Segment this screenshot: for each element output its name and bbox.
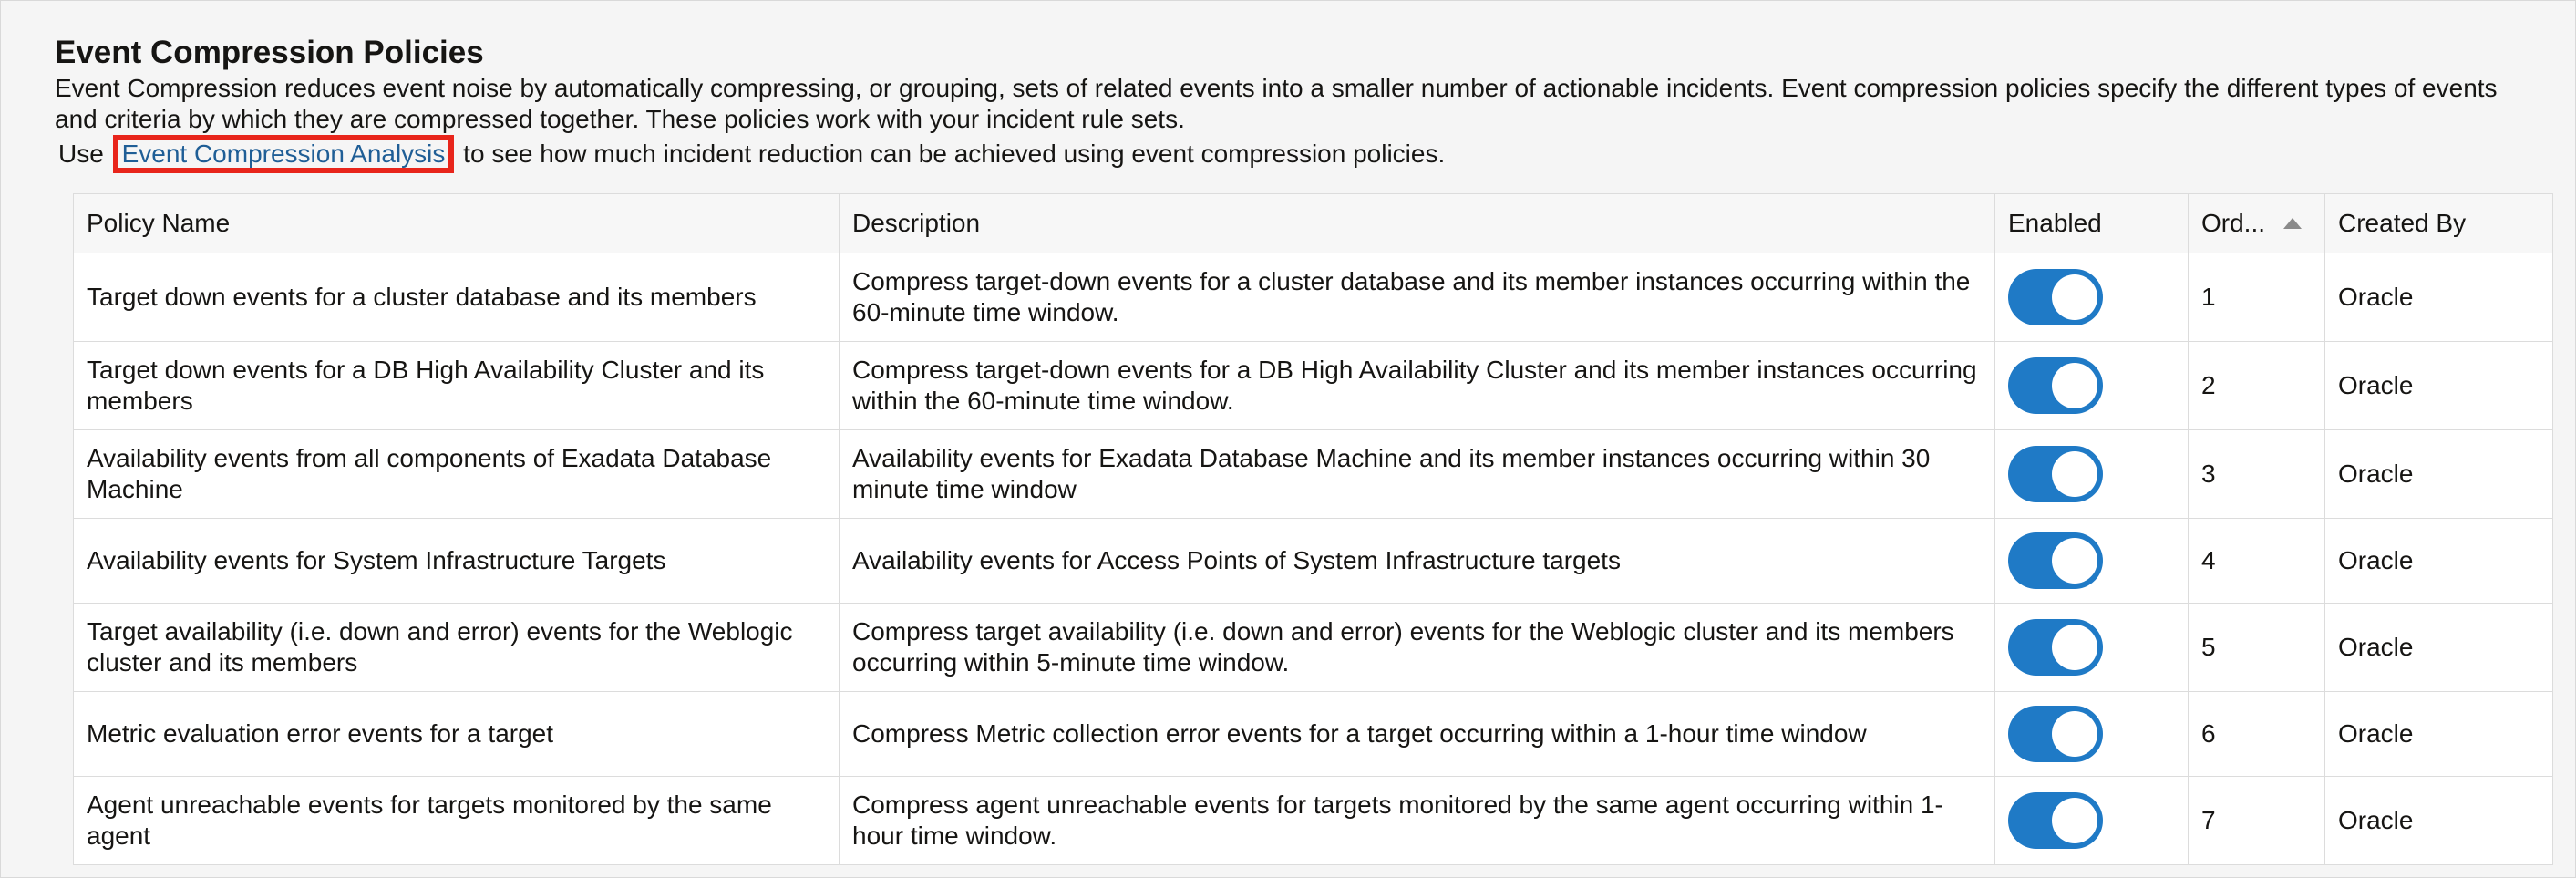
policy-description-cell: Compress Metric collection error events for a target occurring within a 1-hour time window <box>840 692 1995 777</box>
table-row[interactable] <box>74 777 2553 865</box>
event-compression-analysis-link[interactable]: Event Compression Analysis <box>121 139 446 168</box>
enabled-toggle[interactable] <box>2008 619 2103 676</box>
page-description: Event Compression reduces event noise by automatically compressing, or grouping, sets of related events into a smaller number of actionable incidents. Event compression policies specify the different types of events and criteria by which they are compressed together. These policies work with your incident rule sets. <box>55 74 2498 133</box>
order-cell: 7 <box>2189 777 2325 865</box>
enabled-cell <box>1995 692 2189 777</box>
enabled-toggle[interactable] <box>2008 357 2103 414</box>
table-row[interactable] <box>74 519 2553 604</box>
policy-name-cell: Availability events from all components of Exadata Database Machine <box>74 430 840 519</box>
table-row[interactable] <box>74 430 2553 519</box>
enabled-toggle[interactable] <box>2008 269 2103 325</box>
policies-table-container <box>73 193 2552 865</box>
order-cell: 4 <box>2189 519 2325 604</box>
policy-name-cell: Agent unreachable events for targets monitored by the same agent <box>74 777 840 865</box>
analysis-sentence <box>55 135 2534 173</box>
sort-ascending-icon[interactable] <box>2283 218 2302 229</box>
toggle-knob <box>2052 363 2097 408</box>
created-by-cell: Oracle <box>2325 692 2553 777</box>
policy-description-cell: Compress target availability (i.e. down and error) events for the Weblogic cluster and its members occurring within 5-minute time window. <box>840 604 1995 692</box>
toggle-knob <box>2052 711 2097 757</box>
enabled-cell <box>1995 604 2189 692</box>
order-cell: 5 <box>2189 604 2325 692</box>
table-row[interactable] <box>74 692 2553 777</box>
order-cell: 3 <box>2189 430 2325 519</box>
table-row[interactable] <box>74 253 2553 342</box>
enabled-cell <box>1995 430 2189 519</box>
column-header-description[interactable]: Description <box>840 194 1995 253</box>
analysis-link-highlight <box>113 135 455 173</box>
toggle-knob <box>2052 538 2097 584</box>
enabled-cell <box>1995 253 2189 342</box>
order-cell: 2 <box>2189 342 2325 430</box>
policy-description-cell: Availability events for Access Points of System Infrastructure targets <box>840 519 1995 604</box>
toggle-knob <box>2052 274 2097 320</box>
policy-description-cell: Compress target-down events for a cluster database and its member instances occurring within the 60-minute time window. <box>840 253 1995 342</box>
created-by-cell: Oracle <box>2325 777 2553 865</box>
policy-name-cell: Metric evaluation error events for a target <box>74 692 840 777</box>
policies-table <box>73 193 2553 865</box>
toggle-knob <box>2052 625 2097 670</box>
policy-description-cell: Compress agent unreachable events for targets monitored by the same agent occurring within 1-hour time window. <box>840 777 1995 865</box>
table-header-row <box>74 194 2553 253</box>
table-row[interactable] <box>74 604 2553 692</box>
enabled-toggle[interactable] <box>2008 792 2103 849</box>
policy-name-cell: Target down events for a DB High Availability Cluster and its members <box>74 342 840 430</box>
use-prefix: Use <box>58 139 111 168</box>
column-header-enabled[interactable]: Enabled <box>1995 194 2189 253</box>
policy-name-cell: Target down events for a cluster database and its members <box>74 253 840 342</box>
enabled-cell <box>1995 777 2189 865</box>
enabled-toggle[interactable] <box>2008 446 2103 502</box>
toggle-knob <box>2052 798 2097 843</box>
page-title: Event Compression Policies <box>55 35 484 70</box>
column-header-order[interactable] <box>2189 194 2325 253</box>
use-suffix: to see how much incident reduction can be achieved using event compression policies. <box>456 139 1446 168</box>
policy-description-cell: Compress target-down events for a DB High Availability Cluster and its member instances occurring within the 60-minute time window. <box>840 342 1995 430</box>
column-header-created-by[interactable]: Created By <box>2325 194 2553 253</box>
order-cell: 6 <box>2189 692 2325 777</box>
created-by-cell: Oracle <box>2325 253 2553 342</box>
order-cell: 1 <box>2189 253 2325 342</box>
created-by-cell: Oracle <box>2325 604 2553 692</box>
policy-description-cell: Availability events for Exadata Database Machine and its member instances occurring within 30 minute time window <box>840 430 1995 519</box>
enabled-toggle[interactable] <box>2008 706 2103 762</box>
enabled-toggle[interactable] <box>2008 532 2103 589</box>
page-header <box>55 33 2534 173</box>
toggle-knob <box>2052 451 2097 497</box>
column-header-policy-name[interactable]: Policy Name <box>74 194 840 253</box>
column-header-order-label: Ord... <box>2201 209 2266 237</box>
created-by-cell: Oracle <box>2325 430 2553 519</box>
policy-name-cell: Target availability (i.e. down and error) events for the Weblogic cluster and its members <box>74 604 840 692</box>
table-row[interactable] <box>74 342 2553 430</box>
created-by-cell: Oracle <box>2325 519 2553 604</box>
enabled-cell <box>1995 342 2189 430</box>
policy-name-cell: Availability events for System Infrastructure Targets <box>74 519 840 604</box>
created-by-cell: Oracle <box>2325 342 2553 430</box>
enabled-cell <box>1995 519 2189 604</box>
